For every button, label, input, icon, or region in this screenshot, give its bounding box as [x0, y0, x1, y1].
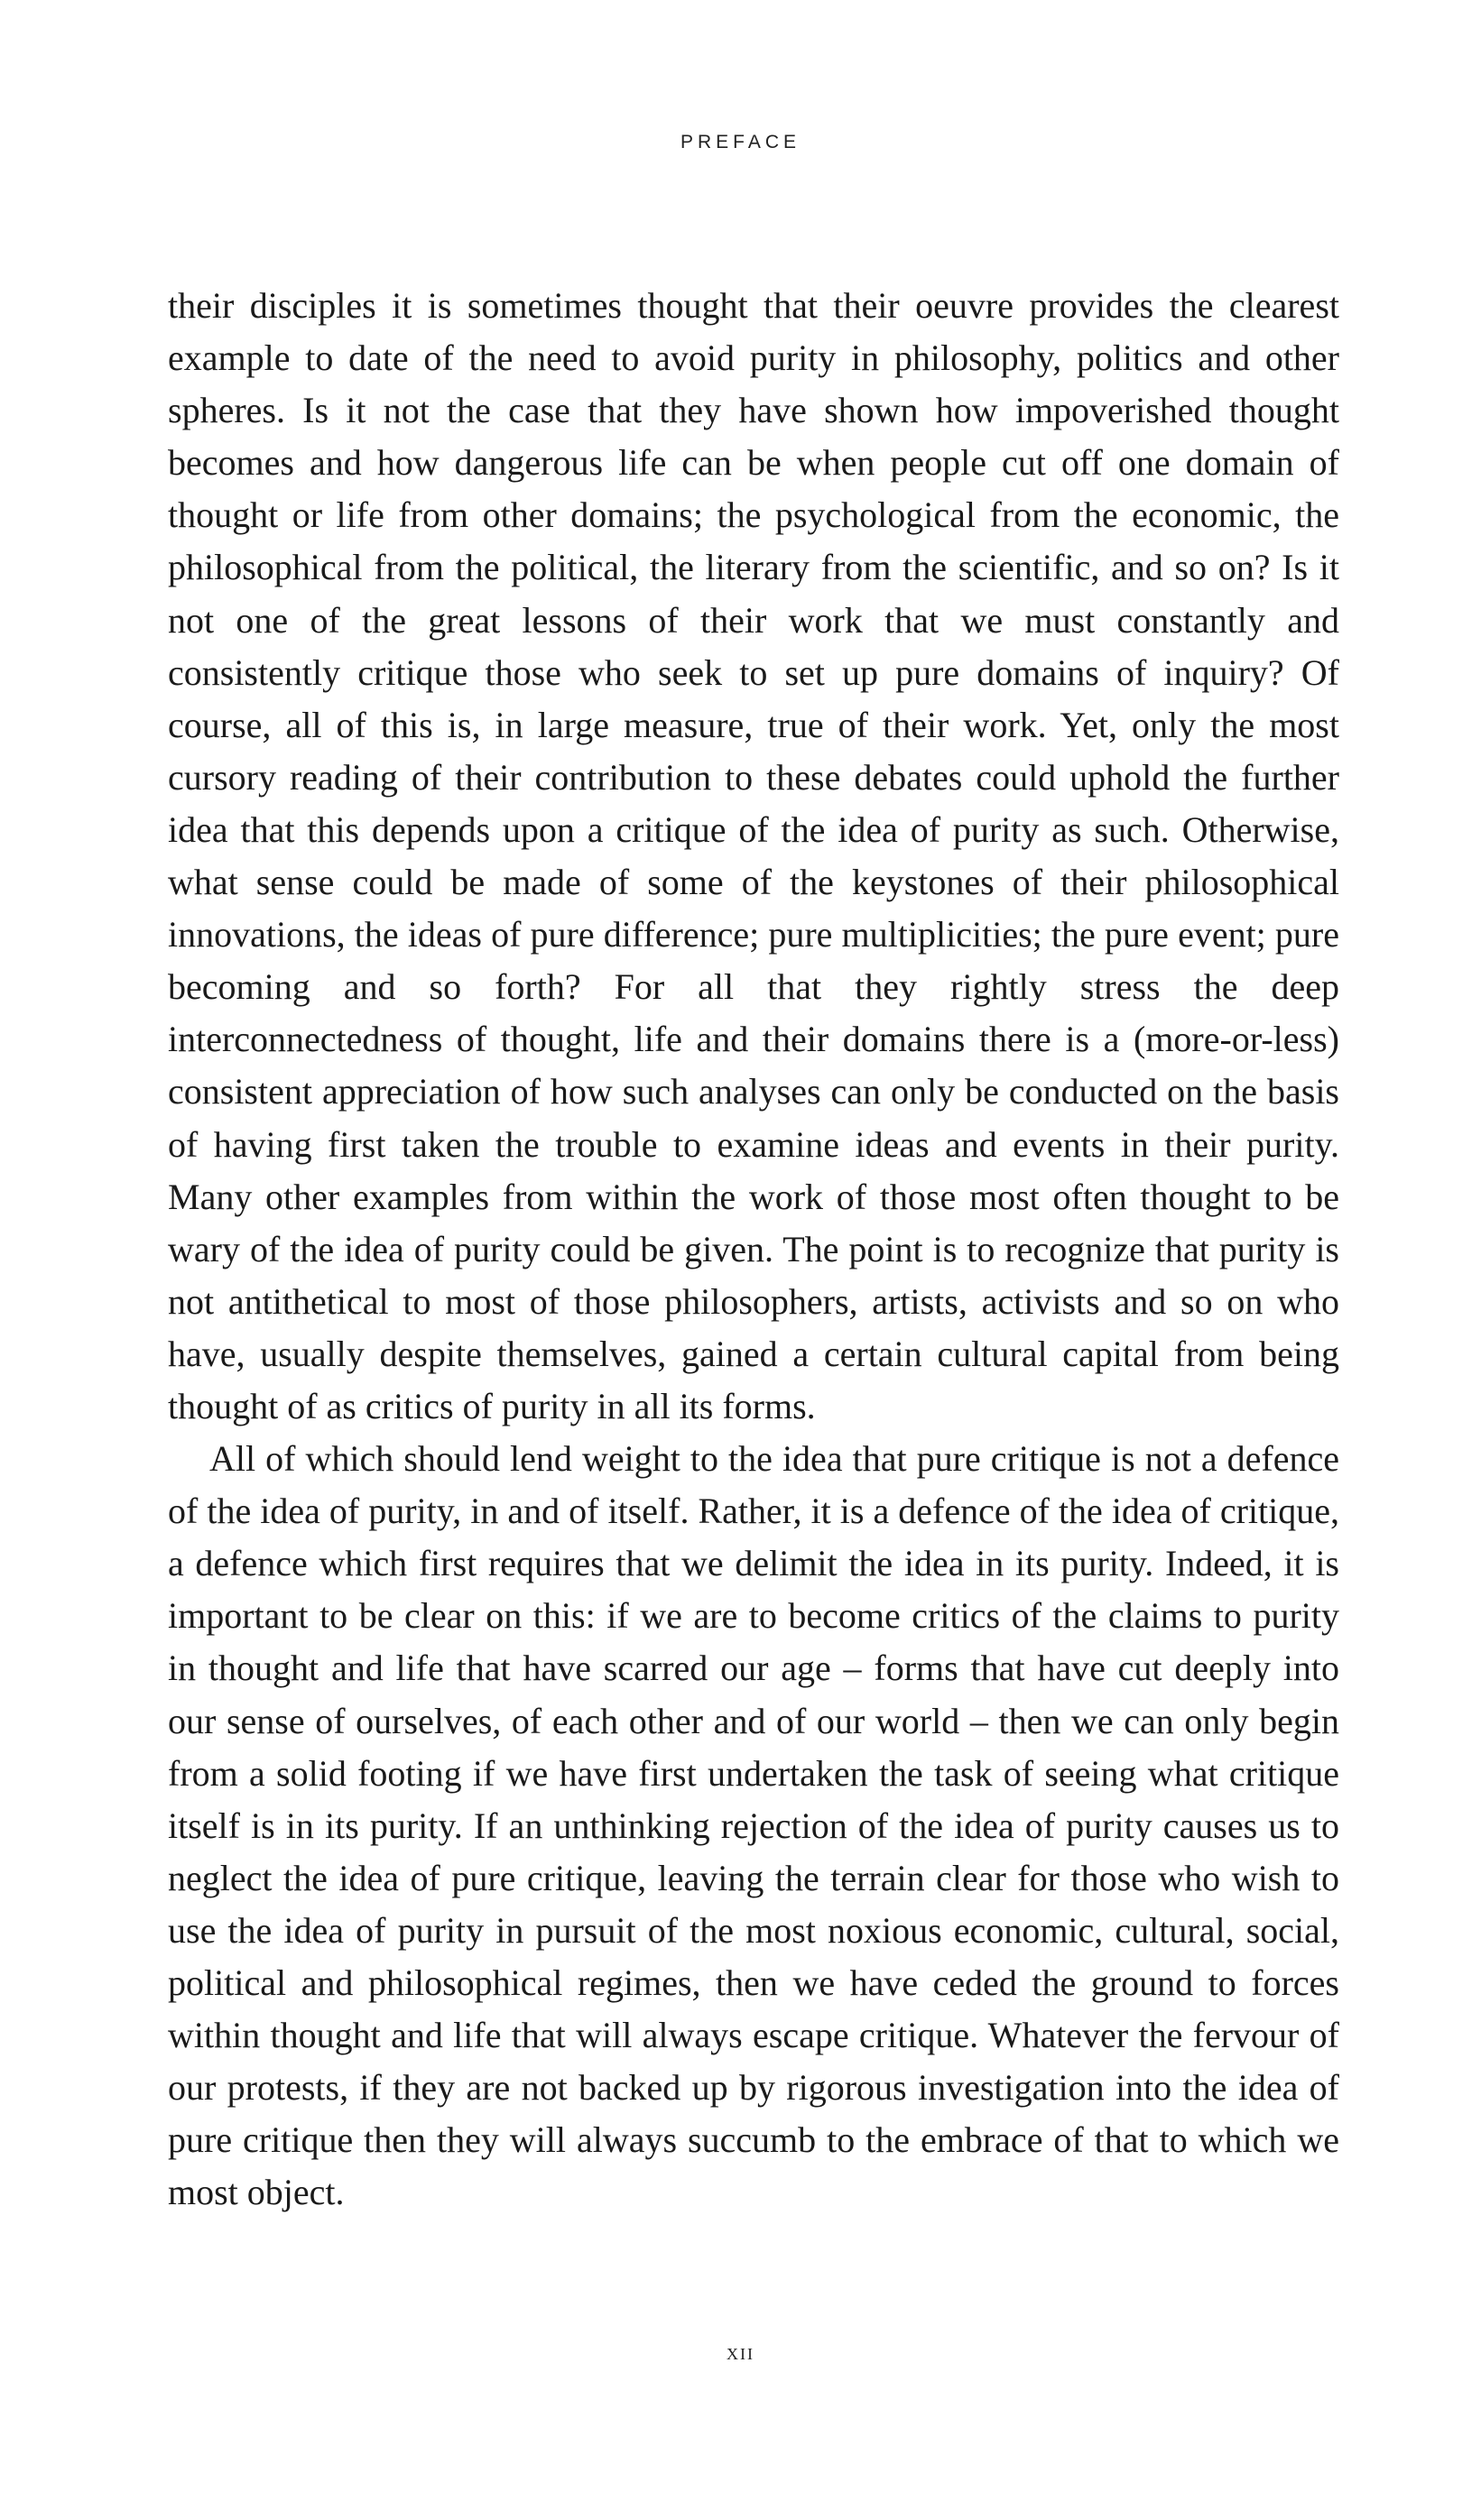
paragraph: their disciples it is sometimes thought that their oeuvre provides the clearest example to date of the need to avoid purity in philosophy, politics and other spheres. Is it not the case that they have shown how impoverished thought becomes and how dangerous life can be when people cut off one domain of thought or life from other domains; the psychological from the economic, the philosophical from the political, the literary from the scientific, and so on? Is it not one of the great lessons of their work that we must constantly and consistently critique those who seek to set up pure domains of inquiry? Of course, all of this is, in large measure, true of their work. Yet, only the most cursory reading of their contribution to these debates could uphold the further idea that this depends upon a critique of the idea of purity as such. Otherwise, what sense could be made of some of the keystones of their philosophical innovations, the ideas of pure difference; pure multiplicities; the pure event; pure becoming and so forth? For all that they rightly stress the deep interconnectedness of thought, life and their domains there is a (more-or-less) consistent appreciation of how such analyses can only be conducted on the basis of having first taken the trouble to examine ideas and events in their purity. Many other examples from within the work of those most often thought to be wary of the idea of purity could be given. The point is to recognize that purity is not antithetical to most of those philosophers, artists, activists and so on who have, usually despite themselves, gained a certain cultural capital from being thought of as critics of purity in all its forms. [168, 285, 1339, 1426]
running-head: PREFACE [680, 132, 801, 152]
body-text [168, 280, 1339, 2219]
paragraph: All of which should lend weight to the idea that pure critique is not a defence of the idea of purity, in and of itself. Rather, it is a defence of the idea of critique, a defence which first requires that we delimit the idea in its purity. Indeed, it is important to be clear on this: if we are to become critics of the claims to purity in thought and life that have scarred our age – forms that have cut deeply into our sense of ourselves, of each other and of our world – then we can only begin from a solid footing if we have first undertaken the task of seeing what critique itself is in its purity. If an unthinking rejection of the idea of purity causes us to neglect the idea of pure critique, leaving the terrain clear for those who wish to use the idea of purity in pursuit of the most noxious economic, cultural, social, political and philosophical regimes, then we have ceded the ground to forces within thought and life that will always escape critique. Whatever the fervour of our protests, if they are not backed up by rigorous investigation into the idea of pure critique then they will always succumb to the embrace of that to which we most object. [168, 1438, 1339, 2213]
page-number: xii [727, 2339, 754, 2365]
